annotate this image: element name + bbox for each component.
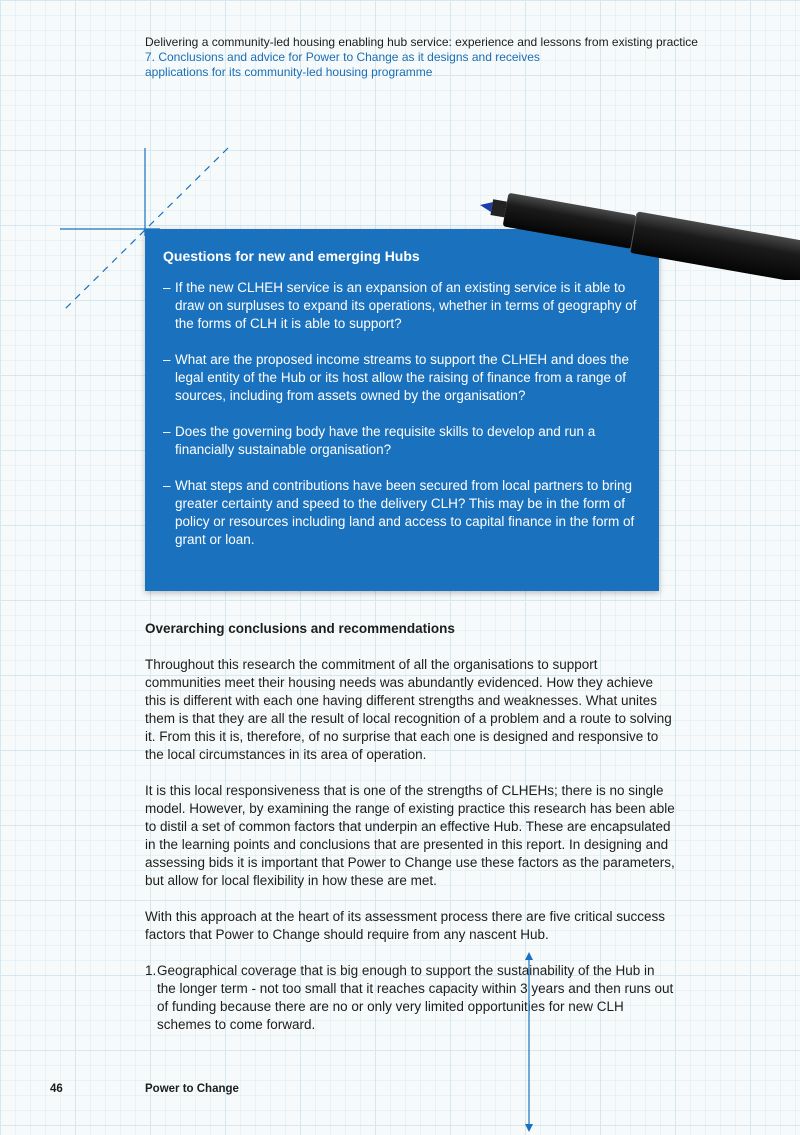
questions-list bbox=[163, 279, 639, 549]
question-item: – What are the proposed income streams to support the CLHEH and does the legal entity of the Hub or its host allow the raising of finance from a range of sources, including from assets owned by the organisation? bbox=[163, 351, 639, 405]
questions-box bbox=[145, 229, 659, 591]
list-item-text: Geographical coverage that is big enough to support the sustainability of the Hub in the longer term - not too small that it reaches capacity within 3 years and then runs out of funding because there are no or only very limited opportunities for new CLH schemes to come forward. bbox=[157, 963, 674, 1032]
pen-barrel bbox=[630, 211, 800, 280]
body-paragraph: It is this local responsiveness that is one of the strengths of CLHEHs; there is no single model. However, by examining the range of existing practice this research has been able to distil a set of common factors that underpin an effective Hub. These are encapsulated in the learning points and conclusions that are presented in this report. In designing and assessing bids it is important that Power to Change use these factors as the parameters, but allow for local flexibility in how these are met. bbox=[145, 783, 675, 888]
document-title: Delivering a community-led housing enabling hub service: experience and lessons from existing practice bbox=[145, 35, 698, 49]
question-item: – Does the governing body have the requisite skills to develop and run a financially sustainable organisation? bbox=[163, 423, 639, 459]
footer-brand: Power to Change bbox=[145, 1083, 239, 1095]
question-item: – What steps and contributions have been secured from local partners to bring greater certainty and speed to the delivery CLH? This may be in the form of policy or resources including land and access to capital finance in the form of grant or loan. bbox=[163, 477, 639, 549]
list-item-number: 1. bbox=[145, 963, 157, 978]
body-paragraph: With this approach at the heart of its assessment process there are five critical success factors that Power to Change should require from any nascent Hub. bbox=[145, 909, 665, 942]
section-title: 7. Conclusions and advice for Power to Change as it designs and receives applications for its community-led housing programme bbox=[145, 50, 540, 79]
section-heading: Overarching conclusions and recommendations bbox=[145, 621, 455, 636]
pen-cap bbox=[503, 193, 637, 249]
arrow-up-head bbox=[525, 952, 533, 960]
body-paragraph: Throughout this research the commitment of all the organisations to support communities meet their housing needs was abundantly evidenced. How they achieve this is different with each one having different strengths and weaknesses. What unites them is that they are all the result of local recognition of a problem and a route to solving it. From this it is, therefore, of no surprise that each one is designed and responsive to the local circumstances in its area of operation. bbox=[145, 657, 672, 762]
list-item bbox=[145, 962, 675, 1034]
page-number: 46 bbox=[50, 1083, 63, 1095]
double-arrow-decoration bbox=[520, 950, 540, 1135]
main-content bbox=[145, 620, 675, 1034]
success-factors-list bbox=[145, 962, 675, 1034]
pen-nose bbox=[490, 199, 507, 217]
questions-box-title: Questions for new and emerging Hubs bbox=[163, 248, 420, 264]
question-item: – If the new CLHEH service is an expansion of an existing service is it able to draw on surpluses to expand its operations, whether in terms of geography of the forms of CLH it is able to support? bbox=[163, 279, 639, 333]
arrow-down-head bbox=[525, 1124, 533, 1132]
pen-tip bbox=[479, 200, 493, 212]
marker-pen-image bbox=[470, 170, 800, 280]
